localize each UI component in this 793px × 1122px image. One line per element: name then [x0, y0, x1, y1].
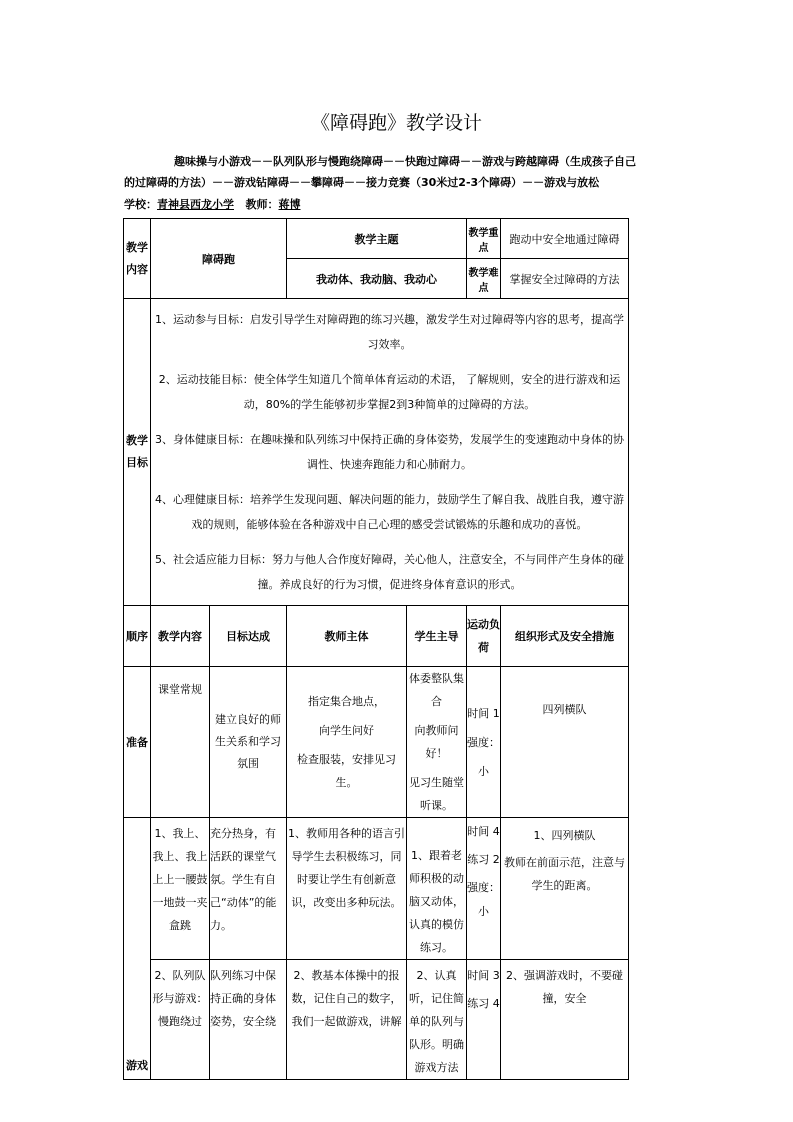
school-name: 青神县西龙小学 [157, 198, 234, 211]
difficulty-value: 掌握安全过障碍的方法 [501, 259, 629, 299]
objectives-cell [151, 299, 629, 606]
objective-item: 2、运动技能目标：使全体学生知道几个简单体育运动的术语， 了解规则，安全的进行游戏和运动，80%的学生能够初步掌握2到3种简单的过障碍的方法。 [158, 373, 621, 411]
teacher-name: 蒋博 [278, 198, 301, 211]
col-teacher: 教师主体 [287, 606, 407, 667]
teacher-label: 教师： [245, 198, 279, 211]
theme-label: 教学主题 [287, 219, 467, 259]
game-row-goal: 充分热身，有活跃的课堂气氛。学生有自己“动体”的能力。 [210, 818, 287, 960]
lesson-flow-subtitle: 趣味操与小游戏－－队列队形与慢跑绕障碍－－快跑过障碍－－游戏与跨越障碍（生成孩子自己的过障碍的方法）－－游戏钻障碍－－攀障碍－－接力竞赛（30米过2-3个障碍）－－游戏与放松 [124, 155, 636, 189]
theme-value: 我动体、我动脑、我动心 [287, 259, 467, 299]
prep-org: 四列横队 [501, 667, 629, 818]
author-line [124, 196, 301, 212]
content-label-cell: 教学内容 [124, 219, 151, 299]
key-value: 跑动中安全地通过障碍 [501, 219, 629, 259]
col-student: 学生主导 [407, 606, 467, 667]
prep-teacher: 指定集合地点， 向学生问好 检查服装，安排见习生。 [287, 667, 407, 818]
game-row-student: 2、认真听，记住简单的队列与队形。明确游戏方法 [407, 960, 467, 1080]
objective-item: 1、运动参与目标：启发引导学生对障碍跑的练习兴趣，激发学生对过障碍等内容的思考，提高学习效率。 [155, 313, 624, 351]
lesson-plan-table [123, 218, 629, 1080]
col-content: 教学内容 [151, 606, 210, 667]
game-row-content: 2、队列队形与游戏：慢跑绕过 [151, 960, 210, 1080]
col-load: 运动负荷 [467, 606, 501, 667]
prep-load: 时间 1 强度： 小 [467, 667, 501, 818]
objectives-label: 教学目标 [124, 299, 151, 606]
col-order: 顺序 [124, 606, 151, 667]
prep-goal: 建立良好的师生关系和学习氛围 [210, 667, 287, 818]
game-row-student: 1、跟着老师积极的动脑又动体，认真的模仿练习。 [407, 818, 467, 960]
game-row-org: 2、强调游戏时，不要碰撞，安全 [501, 960, 629, 1080]
prep-student: 体委整队集合 向教师问好！ 见习生随堂听课。 [407, 667, 467, 818]
difficulty-label: 教学难点 [467, 259, 501, 299]
school-label: 学校： [124, 198, 157, 211]
stage-game: 游戏 [124, 818, 151, 1080]
stage-prep: 准备 [124, 667, 151, 818]
game-row-org: 1、四列横队 教师在前面示范，注意与学生的距离。 [501, 818, 629, 960]
game-row-load: 时间 3 练习 4 [467, 960, 501, 1080]
key-label: 教学重点 [467, 219, 501, 259]
game-row-teacher: 1、教师用各种的语言引导学生去积极练习，同时要让学生有创新意识，改变出多种玩法。 [287, 818, 407, 960]
content-value: 障碍跑 [151, 219, 287, 299]
col-goal: 目标达成 [210, 606, 287, 667]
objective-item: 3、身体健康目标：在趣味操和队列练习中保持正确的身体姿势，发展学生的变速跑动中身体的协调性、快速奔跑能力和心肺耐力。 [155, 433, 624, 471]
objective-item: 4、心理健康目标：培养学生发现问题、解决问题的能力，鼓励学生了解自我、战胜自我，遵守游戏的规则，能够体验在各种游戏中自己心理的感受尝试锻炼的乐趣和成功的喜悦。 [155, 493, 624, 531]
col-org: 组织形式及安全措施 [501, 606, 629, 667]
game-row-goal: 队列练习中保持正确的身体姿势，安全绕 [210, 960, 287, 1080]
game-row-load: 时间 4 练习 2 强度： 小 [467, 818, 501, 960]
objective-item: 5、社会适应能力目标：努力与他人合作度好障碍，关心他人，注意安全，不与同伴产生身体的碰撞。养成良好的行为习惯，促进终身体育意识的形式。 [155, 553, 624, 591]
prep-content: 课堂常规 [151, 667, 210, 818]
game-row-teacher: 2、教基本体操中的报数，记住自己的数字，我们一起做游戏，讲解 [287, 960, 407, 1080]
game-row-content: 1、我上、我上、我上上上一腰鼓一地鼓一夹盒跳 [151, 818, 210, 960]
page-title: 《障碍跑》教学设计 [310, 112, 482, 134]
